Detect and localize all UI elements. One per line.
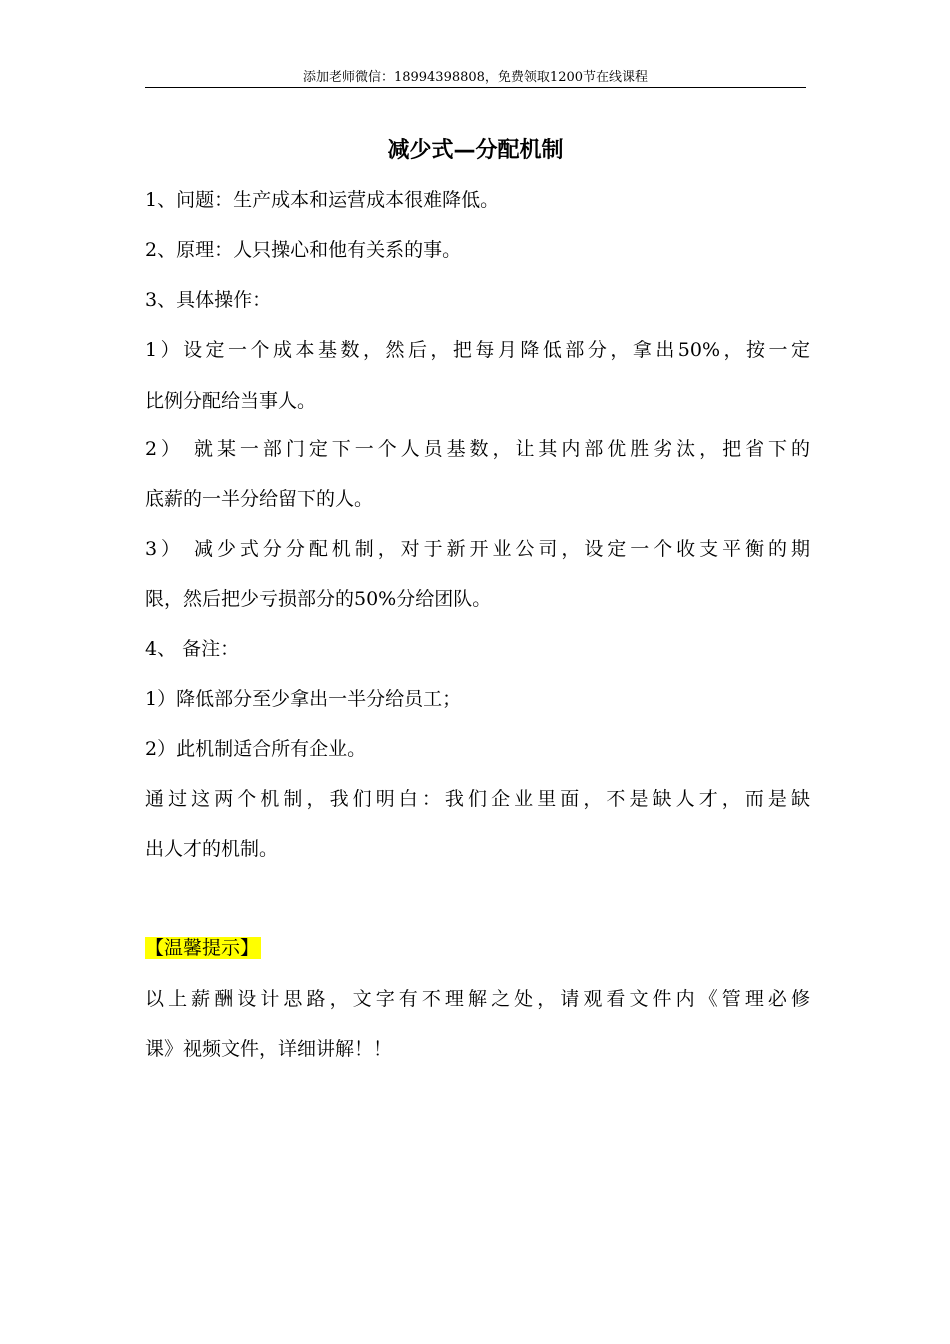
paragraph-line: 出人才的机制。 bbox=[145, 838, 279, 860]
paragraph-line: 限，然后把少亏损部分的50%分给团队。 bbox=[145, 588, 492, 610]
paragraph-line: 2）此机制适合所有企业。 bbox=[145, 738, 367, 760]
paragraph-line: 比例分配给当事人。 bbox=[145, 390, 317, 412]
tip-line: 课》视频文件，详细讲解！！ bbox=[145, 1038, 393, 1060]
paragraph-line: 2） 就某一部门定下一个人员基数，让其内部优胜劣汰，把省下的 bbox=[145, 438, 810, 460]
page-header: 添加老师微信：18994398808，免费领取1200节在线课程 bbox=[302, 70, 649, 85]
header-divider bbox=[145, 87, 806, 88]
paragraph-line: 底薪的一半分给留下的人。 bbox=[145, 488, 374, 510]
tip-label: 【温馨提示】 bbox=[145, 937, 260, 959]
paragraph-line: 1）降低部分至少拿出一半分给员工； bbox=[145, 688, 462, 710]
paragraph-line: 1、问题：生产成本和运营成本很难降低。 bbox=[145, 189, 500, 211]
paragraph-line: 3、具体操作： bbox=[145, 289, 272, 311]
document-title: 减少式—分配机制 bbox=[387, 138, 564, 163]
paragraph-line: 1）设定一个成本基数，然后，把每月降低部分，拿出50%，按一定 bbox=[145, 339, 810, 361]
paragraph-line: 2、原理：人只操心和他有关系的事。 bbox=[145, 239, 462, 261]
paragraph-line: 3） 减少式分分配机制，对于新开业公司，设定一个收支平衡的期 bbox=[145, 538, 810, 560]
tip-line: 以上薪酬设计思路，文字有不理解之处，请观看文件内《管理必修 bbox=[145, 988, 810, 1010]
tip-label-line bbox=[145, 935, 810, 961]
paragraph-line: 通过这两个机制，我们明白：我们企业里面，不是缺人才，而是缺 bbox=[145, 788, 810, 810]
paragraph-line: 4、 备注： bbox=[145, 638, 240, 660]
